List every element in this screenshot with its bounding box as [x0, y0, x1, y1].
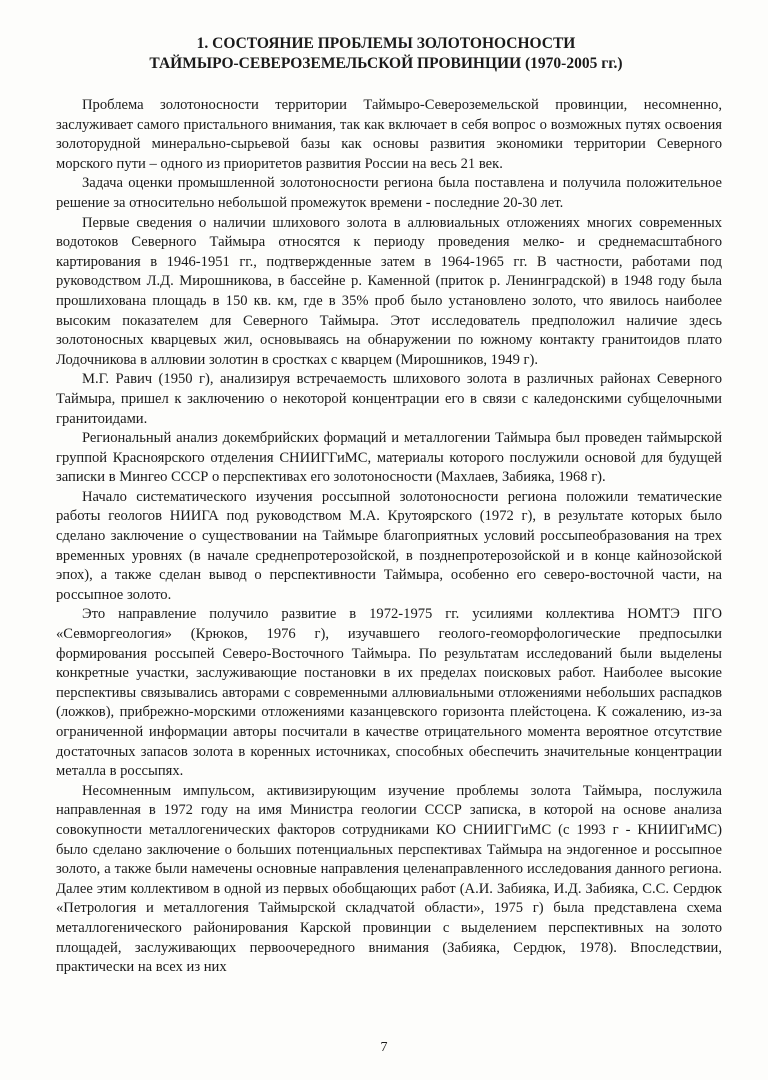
section-heading-line-1: 1. СОСТОЯНИЕ ПРОБЛЕМЫ ЗОЛОТОНОСНОСТИ — [196, 35, 576, 52]
section-heading-line-2: ТАЙМЫРО-СЕВЕРОЗЕМЕЛЬСКОЙ ПРОВИНЦИИ (1970-2005 гг.) — [149, 55, 623, 72]
paragraph: Региональный анализ докембрийских формаций и металлогении Таймыра был проведен таймырской группой Красноярского отделения СНИИГГиМС, материалы которого послужили основой для будущей записки в Мингео СССР о перспективах его золотоносности (Махлаев, Забияка, 1968 г). — [56, 430, 722, 486]
section-heading — [56, 34, 722, 74]
paragraph: Задача оценки промышленной золотоносности региона была поставлена и получила положительное решение за относительно небольшой промежуток времени - последние 20-30 лет. — [56, 175, 722, 211]
paragraph: Проблема золотоносности территории Таймыро-Североземельской провинции, несомненно, заслуживает самого пристального внимания, так как включает в себя вопрос о возможных путях освоения золоторудной минерально-сырьевой базы как основы развития экономики территории Северного морского пути – одного из приоритетов развития России на весь 21 век. — [56, 97, 722, 172]
paragraph: Несомненным импульсом, активизирующим изучение проблемы золота Таймыра, послужила направленная в 1972 году на имя Министра геологии СССР записка, в которой на основе анализа совокупности металлогенических факторов сотрудниками КО СНИИГГиМС (с 1993 г - КНИИГиМС) было сделано заключение о больших потенциальных перспективах Таймыра на эндогенное и россыпное золото, а также были намечены основные направления целенаправленного исследования данного региона. Далее этим коллективом в одной из первых обобщающих работ (А.И. Забияка, И.Д. Забияка, С.С. Сердюк «Петрология и металлогения Таймырской складчатой области», 1975 г) была представлена схема металлогенического районирования Карской провинции с выделением перспективных на золото площадей, заслуживающих первоочередного внимания (Забияка, Сердюк, 1978). Впоследствии, практически на всех из них — [56, 782, 722, 976]
paragraph: Это направление получило развитие в 1972-1975 гг. усилиями коллектива НОМТЭ ПГО «Севморгеология» (Крюков, 1976 г), изучавшего геолого-геоморфологические предпосылки формирования россыпей Северо-Восточного Таймыра. По результатам исследований были выделены конкретные участки, заслуживающие постановки в их пределах поисковых работ. Наиболее высокие перспективы связывались авторами с современными аллювиальными отложениями небольших распадков (ложков), прибрежно-морскими отложениями казанцевского горизонта плейстоцена. К сожалению, из-за ограниченной информации авторы посчитали в качестве отрицательного момента вероятное отсутствие достаточных запасов золота в коренных источниках, способных обеспечить значительные концентрации металла в россыпях. — [56, 606, 722, 780]
paragraph: М.Г. Равич (1950 г), анализируя встречаемость шлихового золота в различных районах Северного Таймыра, пришел к заключению о некоторой концентрации его в связи с каледонскими субщелочными гранитоидами. — [56, 371, 722, 427]
page-number: 7 — [380, 1040, 388, 1055]
paragraph: Начало систематического изучения россыпной золотоносности региона положили тематические работы геологов НИИГА под руководством М.А. Крутоярского (1972 г), в результате которых было сделано заключение о существовании на Таймыре благоприятных условий россыпеобразования на трех временных уровнях (в начале среднепротерозойской, в позднепротерозойской и в конце кайнозойской эпох), а также сделан вывод о перспективности Таймыра, особенно его северо-восточной части, на россыпное золото. — [56, 488, 722, 603]
document-body — [56, 96, 722, 978]
paragraph: Первые сведения о наличии шлихового золота в аллювиальных отложениях многих современных водотоков Северного Таймыра относятся к периоду проведения мелко- и среднемасштабного картирования в 1946-1951 гг., подтвержденные затем в 1964-1965 гг. В частности, работами под руководством Л.Д. Мирошникова, в бассейне р. Каменной (приток р. Ленинградской) в 1948 году была прошлихована площадь в 150 кв. км, где в 35% проб было установлено золото, что явилось наиболее высоким показателем для Северного Таймыра. Этот исследователь предположил наличие здесь золотоносных кварцевых жил, основываясь на обнаружении по южному контакту гранитоидов плато Лодочникова в аллювии золотин в сростках с кварцем (Мирошников, 1949 г). — [56, 214, 722, 368]
